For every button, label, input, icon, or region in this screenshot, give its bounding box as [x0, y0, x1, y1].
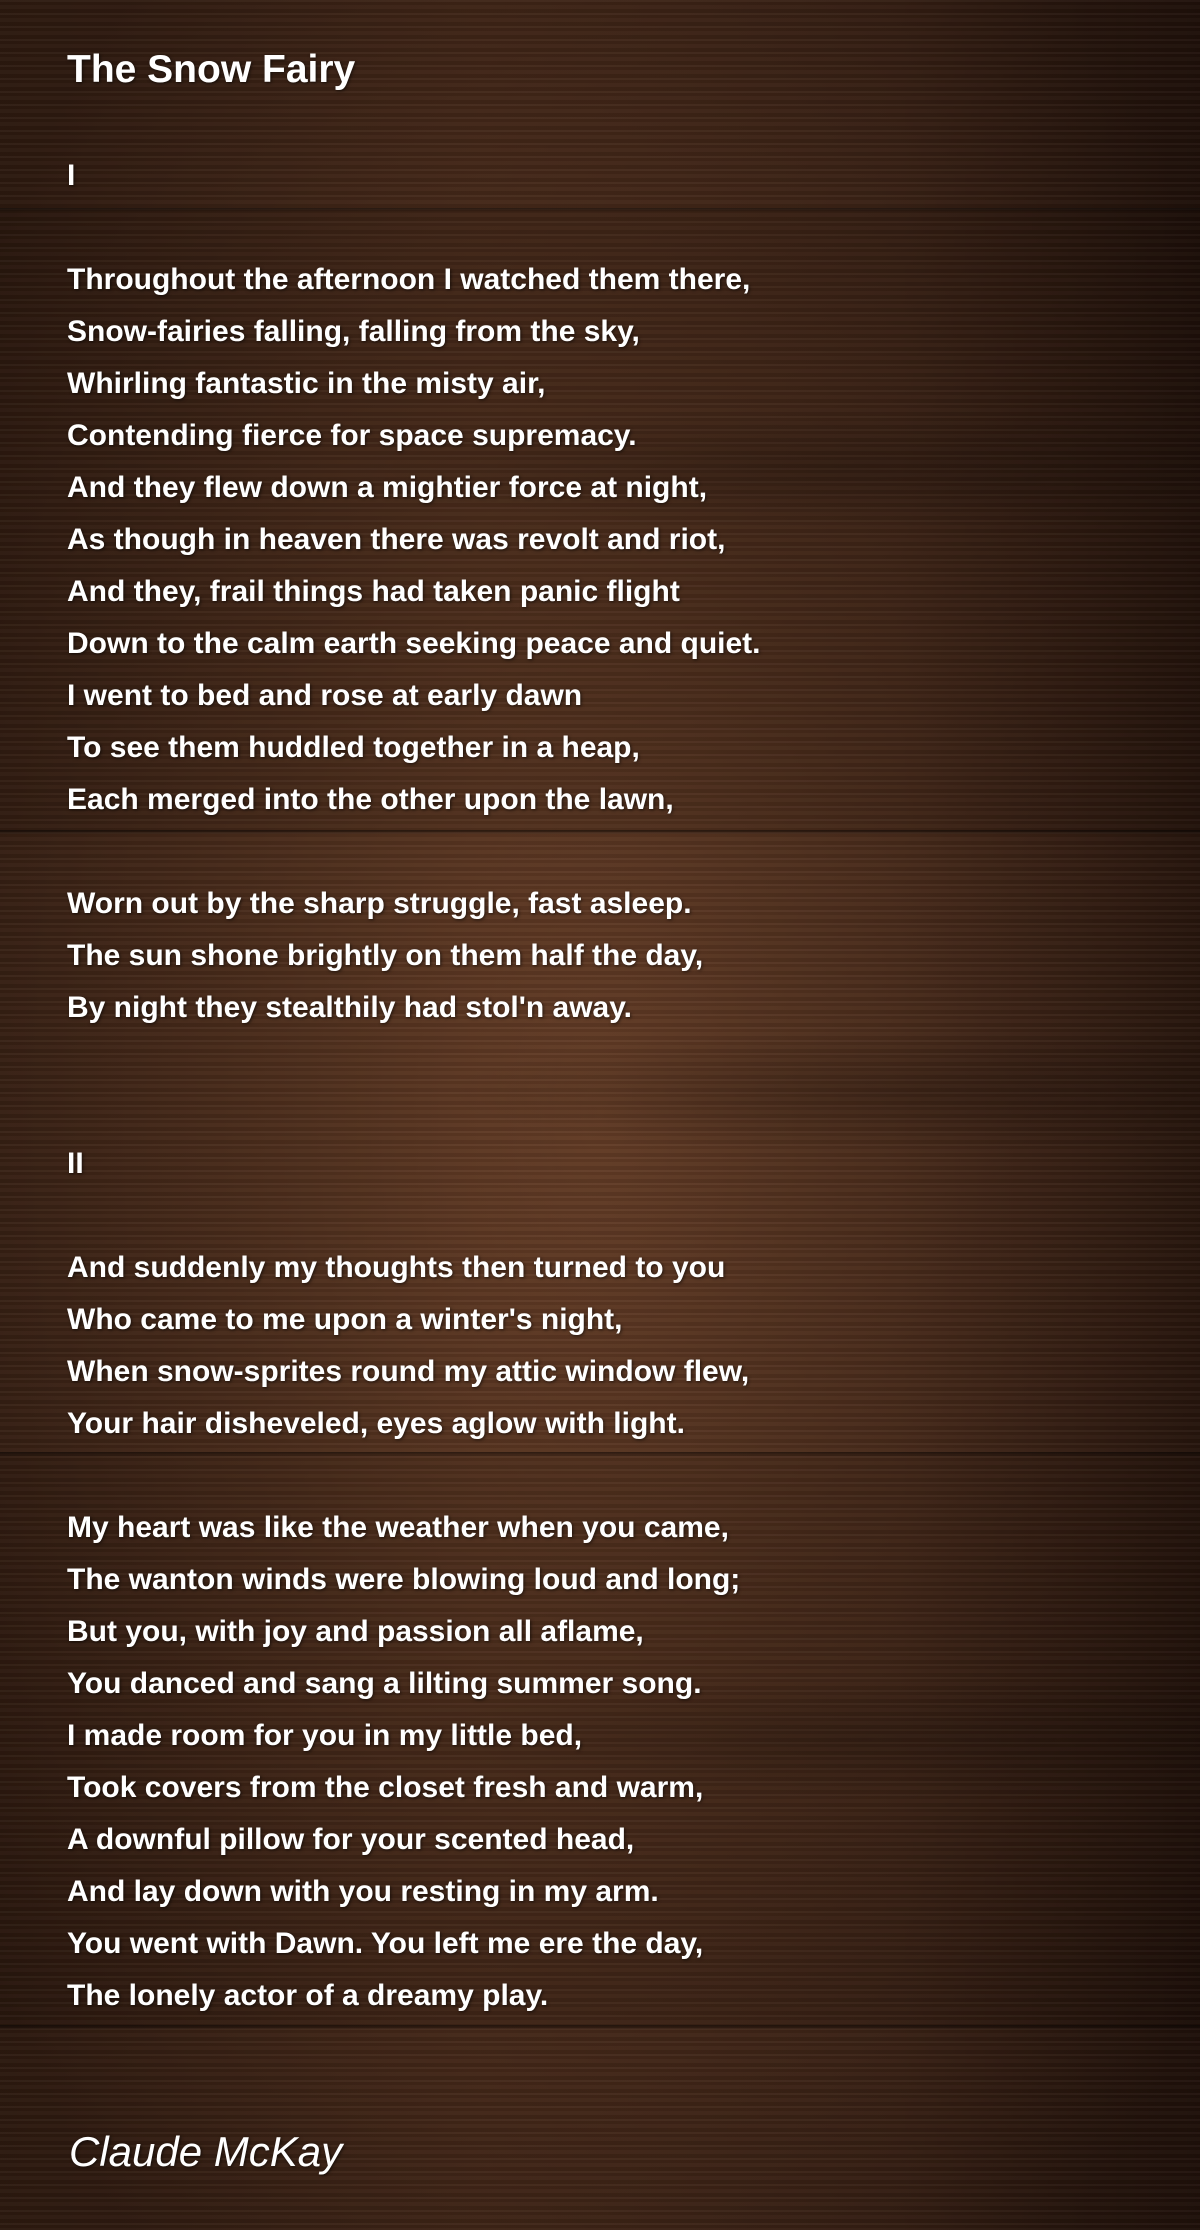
poem-line: Snow-fairies falling, falling from the sky, [67, 315, 640, 348]
poem-line: You went with Dawn. You left me ere the day, [67, 1927, 704, 1960]
poem-line [67, 1034, 761, 1086]
poem-line [67, 202, 761, 254]
poem-title: The Snow Fairy [67, 48, 356, 91]
poem-line: I went to bed and rose at early dawn [67, 679, 583, 712]
poem-line: Your hair disheveled, eyes aglow with light. [67, 1407, 685, 1440]
poem-line [67, 1086, 761, 1138]
poem-line: Each merged into the other upon the lawn, [67, 783, 674, 816]
poem-line: Whirling fantastic in the misty air, [67, 367, 546, 400]
poem-line: As though in heaven there was revolt and riot, [67, 523, 726, 556]
poem-line: I made room for you in my little bed, [67, 1719, 583, 1752]
poem-line [67, 1190, 761, 1242]
poem-line [67, 826, 761, 878]
poem-line: A downful pillow for your scented head, [67, 1823, 635, 1856]
poem-line: The sun shone brightly on them half the day, [67, 939, 704, 972]
poem-line: And they flew down a mightier force at night, [67, 471, 708, 504]
poem-line: I [67, 159, 76, 192]
poem-line: Contending fierce for space supremacy. [67, 419, 637, 452]
poem-line: The lonely actor of a dreamy play. [67, 1979, 549, 2012]
poem-line: By night they stealthily had stol'n away. [67, 991, 633, 1024]
poem-line: Took covers from the closet fresh and warm, [67, 1771, 704, 1804]
poem-line: And they, frail things had taken panic flight [67, 575, 680, 608]
poem-line: The wanton winds were blowing loud and long; [67, 1563, 741, 1596]
poem-line: When snow-sprites round my attic window flew, [67, 1355, 750, 1388]
poem-line: Worn out by the sharp struggle, fast asleep. [67, 887, 692, 920]
poem-line: And suddenly my thoughts then turned to you [67, 1251, 726, 1284]
poem-author: Claude McKay [69, 2128, 343, 2175]
poem-line: Who came to me upon a winter's night, [67, 1303, 623, 1336]
poem-line: Throughout the afternoon I watched them there, [67, 263, 751, 296]
poem-line: Down to the calm earth seeking peace and quiet. [67, 627, 761, 660]
poem-line: You danced and sang a lilting summer song. [67, 1667, 702, 1700]
wood-plank-seam [0, 2025, 1200, 2029]
poem-line: But you, with joy and passion all aflame, [67, 1615, 644, 1648]
poem-line: My heart was like the weather when you came, [67, 1511, 729, 1544]
poem-line [67, 1450, 761, 1502]
poem-line: To see them huddled together in a heap, [67, 731, 640, 764]
poem-line: II [67, 1147, 84, 1180]
poem-line: And lay down with you resting in my arm. [67, 1875, 659, 1908]
poem-body [67, 150, 761, 2022]
